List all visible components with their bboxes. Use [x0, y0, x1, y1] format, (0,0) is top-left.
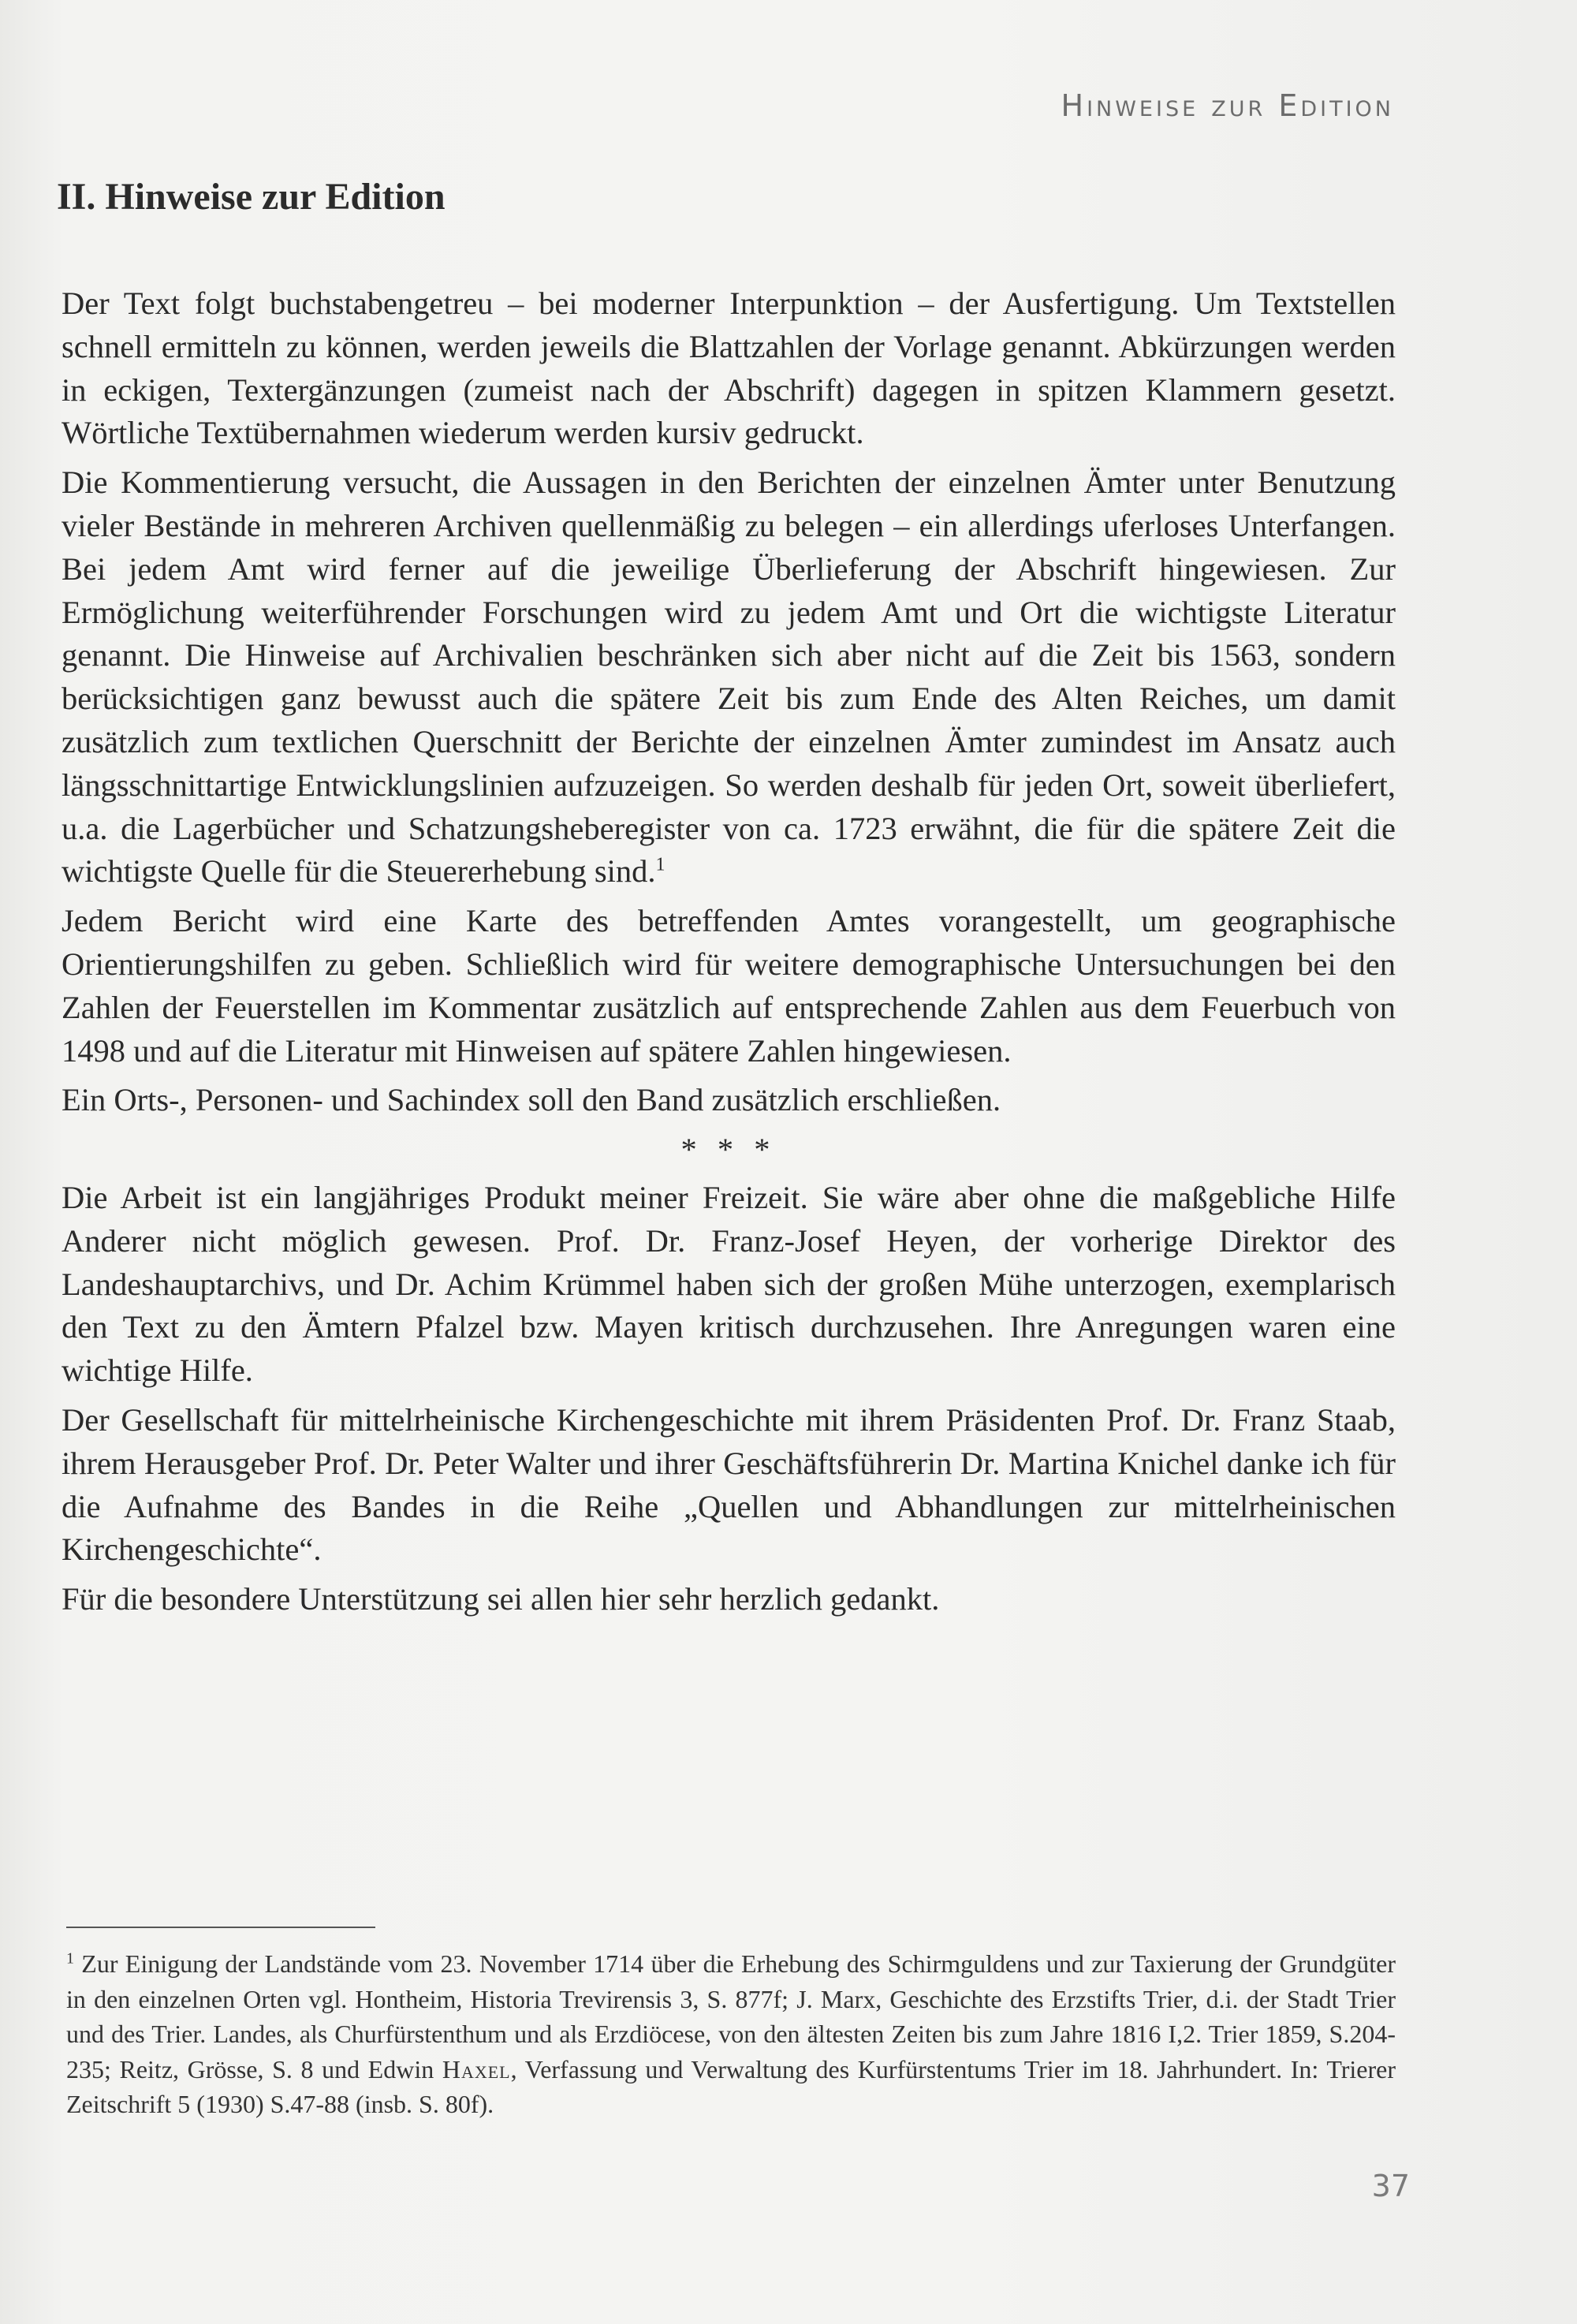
running-head: Hinweise zur Edition: [1061, 88, 1394, 123]
paragraph-acknowledgement: [62, 1177, 1396, 1393]
paragraph-text: Die Kommentierung versucht, die Aussagen in den Berichten der einzelnen Ämter unter Benutzung vieler Bestände in mehreren Archiven quellenmäßig zu belegen – ein allerdings uferloses Unterfangen. Bei jedem Amt wird ferner auf die jeweilige Überlieferung der Abschrift hingewiesen. Zur Ermöglichung weiterführender Forschungen wird zu jedem Amt und Ort die wichtigste Literatur genannt. Die Hinweise auf Archivalien beschränken sich aber nicht auf die Zeit bis 1563, sondern berücksichtigen ganz bewusst auch die spätere Zeit bis zum Ende des Alten Reiches, um damit zusätzlich zum textlichen Querschnitt der Berichte der einzelnen Ämter zumindest im Ansatz auch längsschnittartige Entwicklungslinien aufzuzeigen. So werden deshalb für jeden Ort, soweit überliefert, u.a. die Lagerbücher und Schatzungsheberegister von ca. 1723 erwähnt, die für die spätere Zeit die wichtigste Quelle für die Steuererhebung sind.: [62, 464, 1396, 890]
footnote-author: Haxel: [442, 2054, 511, 2083]
paragraph-closing-thanks: [62, 1578, 1396, 1621]
section-separator: * * *: [680, 1132, 777, 1168]
paragraph-editorial-method: [62, 282, 1396, 455]
page-number: 37: [1371, 2169, 1410, 2203]
body-text: [62, 282, 1396, 1628]
paragraph-maps: [62, 900, 1396, 1072]
paragraph-commentary: [62, 461, 1396, 893]
paragraph-text: Die Arbeit ist ein langjähriges Produkt meiner Freizeit. Sie wäre aber ohne die maßgebliche Hilfe Anderer nicht möglich gewesen. Prof. Dr. Franz-Josef Heyen, der vorherige Direktor des Landeshauptarchivs, und Dr. Achim Krümmel haben sich der großen Mühe unterzogen, exemplarisch den Text zu den Ämtern Pfalzel bzw. Mayen kritisch durchzusehen. Ihre Anregungen waren eine wichtige Hilfe.: [62, 1179, 1396, 1389]
paragraph-society-thanks: [62, 1399, 1396, 1572]
paragraph-text: Der Text folgt buchstabengetreu – bei moderner Interpunktion – der Ausfertigung. Um Textstellen schnell ermitteln zu können, werden jeweils die Blattzahlen der Vorlage genannt. Abkürzungen werden in eckigen, Textergänzungen (zumeist nach der Abschrift) dagegen in spitzen Klammern gesetzt. Wörtliche Textübernahmen wiederum werden kursiv gedruckt.: [62, 285, 1396, 451]
paragraph-text: Der Gesellschaft für mittelrheinische Kirchengeschichte mit ihrem Präsidenten Prof. Dr. Franz Staab, ihrem Herausgeber Prof. Dr. Peter Walter und ihrer Geschäftsführerin Dr. Martina Knichel danke ich für die Aufnahme des Bandes in die Reihe „Quellen und Abhandlungen zur mittelrheinischen Kirchengeschichte“.: [62, 1401, 1396, 1568]
section-title: II. Hinweise zur Edition: [57, 176, 446, 218]
footnote-reference[interactable]: 1: [655, 854, 665, 875]
paragraph-text: Ein Orts-, Personen- und Sachindex soll den Band zusätzlich erschließen.: [62, 1082, 1001, 1118]
footnote-number: 1: [66, 1949, 74, 1968]
paragraph-text: Jedem Bericht wird eine Karte des betreffenden Amtes vorangestellt, um geographische Orientierungshilfen zu geben. Schließlich wird für weitere demographische Untersuchungen bei den Zahlen der Feuerstellen im Kommentar zusätzlich auf entsprechende Zahlen aus dem Feuerbuch von 1498 und auf die Literatur mit Hinweisen auf spätere Zahlen hingewiesen.: [62, 903, 1396, 1069]
footnote-text: Zur Einigung der Landstände vom 23. November 1714 über die Erhebung des Schirmguldens und zur Taxierung der Grundgüter in den einzelnen Orten vgl. Hontheim, Historia Trevirensis 3, S. 877f; J. Marx, Geschichte des Erzstifts Trier, d.i. der Stadt Trier und des Trier. Landes, als Churfürstenthum und als Erzdiöcese, von den ältesten Zeiten bis zum Jahre 1816 I,2. Trier 1859, S.204-235; Reitz, Grösse, S. 8 und Edwin: [66, 1949, 1396, 2083]
footnote-text-continued: , Verfassung und Verwaltung des Kurfürstentums Trier im 18. Jahrhundert. In: Trierer Zeitschrift 5 (1930) S.47-88 (insb. S. 80f).: [66, 2054, 1396, 2118]
paragraph-text: Für die besondere Unterstützung sei allen hier sehr herzlich gedankt.: [62, 1581, 940, 1617]
paragraph-index: [62, 1079, 1396, 1122]
footnote: [66, 1946, 1396, 2122]
footnote-divider: [66, 1927, 375, 1928]
